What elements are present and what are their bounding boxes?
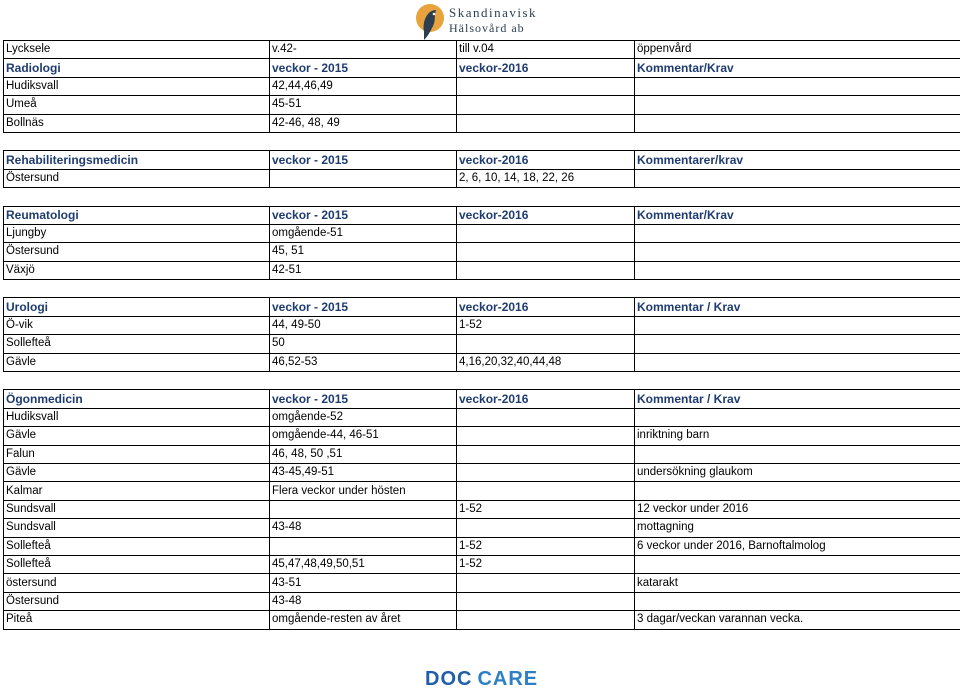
doccare-logo-care: CARE [477,668,539,690]
table-row-cell: 1-52 [457,555,635,573]
section-header-row [4,59,960,77]
spacer-row [4,132,960,150]
section-header-row [4,298,960,316]
section-header-row-cell: veckor-2016 [457,151,635,169]
table-row-cell [457,611,635,629]
table-row-cell [457,463,635,481]
table-row-cell [270,169,457,187]
section-header-row [4,206,960,224]
table-row [4,592,960,610]
table-row-cell: 42-51 [270,261,457,279]
table-row-cell [635,445,960,463]
bird-logo-icon [414,2,446,42]
table-row-cell: omgående-51 [270,224,457,242]
table-row-cell: undersökning glaukom [635,463,960,481]
table-row-cell: Falun [4,445,270,463]
spacer-row-cell [635,188,960,206]
top-row [4,41,960,59]
table-row-cell [457,519,635,537]
table-row-cell: 42-46, 48, 49 [270,114,457,132]
table-row-cell: Östersund [4,243,270,261]
table-row-cell [457,96,635,114]
table-row-cell: 3 dagar/veckan varannan vecka. [635,611,960,629]
table-row-cell: Östersund [4,169,270,187]
section-header-row [4,390,960,408]
table-row [4,224,960,242]
table-row-cell: Gävle [4,427,270,445]
table-row-cell: Ö-vik [4,316,270,334]
table-row-cell: 44, 49-50 [270,316,457,334]
table-row-cell: Sollefteå [4,537,270,555]
table-row-cell: Gävle [4,353,270,371]
table-row-cell [457,335,635,353]
table-row-cell: Sollefteå [4,555,270,573]
spacer-row-cell [635,372,960,390]
table-row-cell: Ljungby [4,224,270,242]
spacer-row-cell [270,372,457,390]
table-row-cell: 43-51 [270,574,457,592]
table-row [4,500,960,518]
table-row [4,96,960,114]
table-row [4,316,960,334]
table-row-cell: Hudiksvall [4,408,270,426]
table-row [4,574,960,592]
table-row [4,482,960,500]
table-row-cell [457,482,635,500]
table-row [4,261,960,279]
table-row-cell: 2, 6, 10, 14, 18, 22, 26 [457,169,635,187]
table-row [4,243,960,261]
table-row-cell: 46,52-53 [270,353,457,371]
section-header-row-cell: Kommentar/Krav [635,59,960,77]
section-header-row [4,151,960,169]
table-row-cell: Sundsvall [4,500,270,518]
spacer-row-cell [457,188,635,206]
skandinavisk-halsovard-logo [414,2,564,42]
table-row-cell: 43-48 [270,592,457,610]
section-header-row-cell: Urologi [4,298,270,316]
company-name-line1: Skandinavisk [449,5,538,20]
section-header-row-cell: veckor - 2015 [270,151,457,169]
section-header-row-cell: veckor-2016 [457,206,635,224]
table-row-cell: omgående-44, 46-51 [270,427,457,445]
table-row-cell [635,77,960,95]
table-row-cell [635,114,960,132]
table-row [4,114,960,132]
table-row-cell: Kalmar [4,482,270,500]
table-row-cell [457,224,635,242]
spacer-row-cell [635,280,960,298]
section-header-row-cell: veckor - 2015 [270,390,457,408]
table-row-cell [635,353,960,371]
spacer-row [4,188,960,206]
top-row-cell: öppenvård [635,41,960,59]
section-header-row-cell: veckor-2016 [457,59,635,77]
table-row-cell: 12 veckor under 2016 [635,500,960,518]
table-row-cell: 46, 48, 50 ,51 [270,445,457,463]
company-name-line2: Hälsovård ab [449,21,525,35]
table-row [4,519,960,537]
spacer-row-cell [4,280,270,298]
table-row-cell: inriktning barn [635,427,960,445]
spacer-row-cell [4,132,270,150]
doccare-logo [425,668,555,690]
table-row-cell: Piteå [4,611,270,629]
section-header-row-cell: veckor-2016 [457,298,635,316]
table-row-cell: 4,16,20,32,40,44,48 [457,353,635,371]
spacer-row-cell [4,188,270,206]
table-row-cell [635,335,960,353]
table-row-cell: mottagning [635,519,960,537]
section-header-row-cell: Rehabiliteringsmedicin [4,151,270,169]
section-header-row-cell: veckor - 2015 [270,206,457,224]
table-row-cell [457,427,635,445]
table-row [4,169,960,187]
table-row-cell: Sundsvall [4,519,270,537]
table-row-cell: Sollefteå [4,335,270,353]
table-row-cell [457,114,635,132]
table-row [4,611,960,629]
table-row-cell: katarakt [635,574,960,592]
table-row [4,408,960,426]
section-header-row-cell: veckor - 2015 [270,59,457,77]
table-row-cell [457,574,635,592]
table-row [4,555,960,573]
table-row [4,77,960,95]
section-header-row-cell: veckor-2016 [457,390,635,408]
table-row-cell: Växjö [4,261,270,279]
table-row [4,463,960,481]
table-row-cell [635,224,960,242]
table-row-cell: Bollnäs [4,114,270,132]
spacer-row-cell [4,372,270,390]
spacer-row-cell [457,372,635,390]
table-row-cell [270,537,457,555]
table-row-cell [635,408,960,426]
section-header-row-cell: Radiologi [4,59,270,77]
section-header-row-cell: Kommentar/Krav [635,206,960,224]
section-header-row-cell: Reumatologi [4,206,270,224]
section-header-row-cell: Kommentarer/krav [635,151,960,169]
top-row-cell: v.42- [270,41,457,59]
spacer-row [4,280,960,298]
table-row-cell: 43-48 [270,519,457,537]
table-row-cell: 43-45,49-51 [270,463,457,481]
table-row-cell [635,169,960,187]
table-row-cell: Gävle [4,463,270,481]
table-row-cell [457,445,635,463]
table-row-cell: 45-51 [270,96,457,114]
table-row-cell: 45, 51 [270,243,457,261]
schedule-table [3,40,960,630]
table-row-cell [635,261,960,279]
spacer-row-cell [270,280,457,298]
table-row-cell: 50 [270,335,457,353]
table-row-cell: Östersund [4,592,270,610]
table-row-cell: östersund [4,574,270,592]
table-row-cell: 42,44,46,49 [270,77,457,95]
table-row-cell [457,261,635,279]
table-row [4,335,960,353]
spacer-row-cell [457,280,635,298]
table-row-cell: 6 veckor under 2016, Barnoftalmolog [635,537,960,555]
spacer-row [4,372,960,390]
table-row-cell: Umeå [4,96,270,114]
table-row-cell [635,96,960,114]
table-row-cell: omgående-52 [270,408,457,426]
table-row-cell: 1-52 [457,537,635,555]
table-row-cell [635,243,960,261]
table-row-cell [635,482,960,500]
table-row [4,427,960,445]
table-row-cell [270,500,457,518]
section-header-row-cell: veckor - 2015 [270,298,457,316]
table-row-cell: 1-52 [457,500,635,518]
table-row-cell: omgående-resten av året [270,611,457,629]
table-row [4,445,960,463]
table-row-cell [457,243,635,261]
top-row-cell: till v.04 [457,41,635,59]
table-row-cell [457,77,635,95]
spacer-row-cell [270,132,457,150]
top-row-cell: Lycksele [4,41,270,59]
table-row-cell: 1-52 [457,316,635,334]
doccare-logo-doc: DOC [425,668,473,690]
table-row-cell [635,592,960,610]
section-header-row-cell: Ögonmedicin [4,390,270,408]
spacer-row-cell [270,188,457,206]
spacer-row-cell [635,132,960,150]
section-header-row-cell: Kommentar / Krav [635,390,960,408]
table-row-cell: Flera veckor under hösten [270,482,457,500]
table-row-cell: 45,47,48,49,50,51 [270,555,457,573]
spacer-row-cell [457,132,635,150]
table-row-cell [635,316,960,334]
table-row-cell [457,408,635,426]
section-header-row-cell: Kommentar / Krav [635,298,960,316]
table-row-cell [457,592,635,610]
table-row-cell [635,555,960,573]
table-row [4,353,960,371]
table-row [4,537,960,555]
table-row-cell: Hudiksvall [4,77,270,95]
